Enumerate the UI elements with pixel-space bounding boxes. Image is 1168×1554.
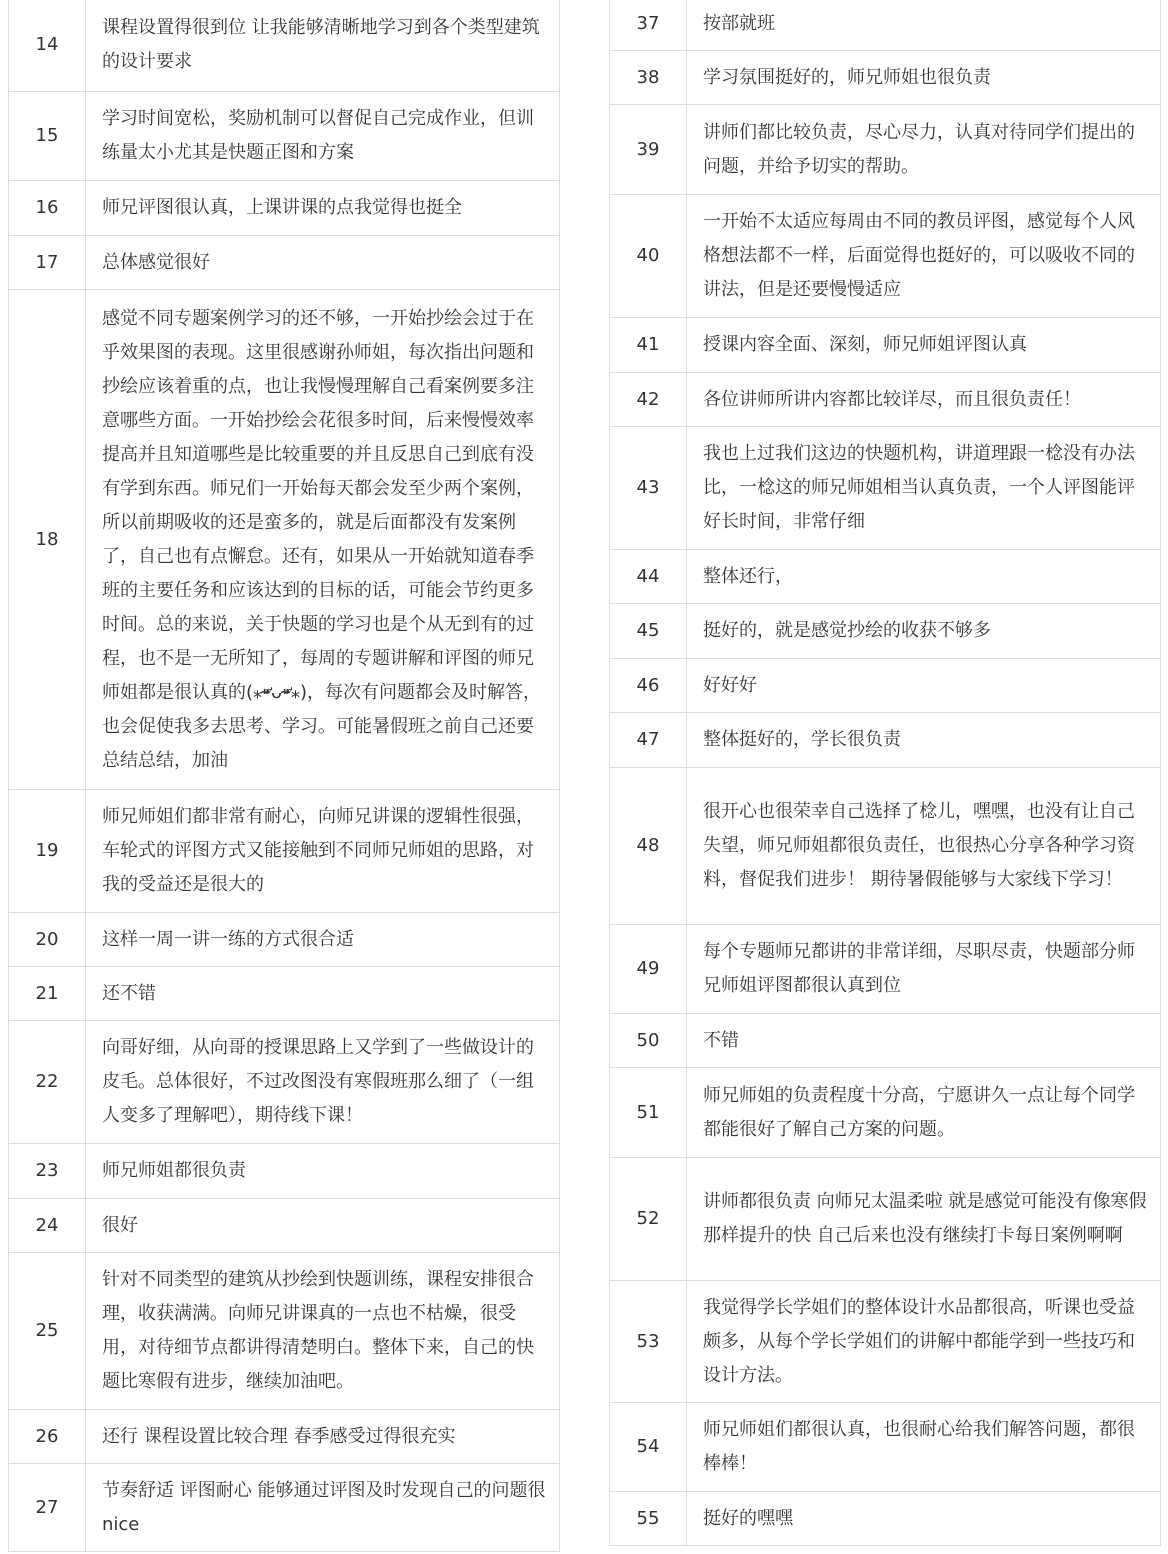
table-row <box>9 1021 560 1144</box>
table-row <box>9 1410 560 1464</box>
table-row <box>9 92 560 181</box>
row-comment: 我也上过我们这边的快题机构，讲道理跟一棯没有办法比，一棯这的师兄师姐相当认真负责，一个人评图能评好长时间，非常仔细 <box>687 427 1161 550</box>
row-number: 50 <box>610 1014 687 1068</box>
row-comment: 课程设置得很到位 让我能够清晰地学习到各个类型建筑的设计要求 <box>86 0 560 92</box>
row-comment: 整体挺好的，学长很负责 <box>687 713 1161 768</box>
row-number: 38 <box>610 51 687 105</box>
row-comment: 总体感觉很好 <box>86 236 560 290</box>
table-row <box>610 604 1161 659</box>
row-comment: 师兄师姐都很负责 <box>86 1144 560 1199</box>
row-comment: 挺好的，就是感觉抄绘的收获不够多 <box>687 604 1161 659</box>
row-comment: 师兄评图很认真，上课讲课的点我觉得也挺全 <box>86 181 560 236</box>
table-row <box>610 51 1161 105</box>
row-comment: 每个专题师兄都讲的非常详细，尽职尽责，快题部分师兄师姐评图都很认真到位 <box>687 925 1161 1014</box>
table-row <box>610 1403 1161 1492</box>
row-comment: 讲师都很负责 向师兄太温柔啦 就是感觉可能没有像寒假那样提升的快 自己后来也没有继续打卡每日案例啊啊 <box>687 1158 1161 1281</box>
row-number: 26 <box>9 1410 86 1464</box>
row-comment: 节奏舒适 评图耐心 能够通过评图及时发现自己的问题很nice <box>86 1464 560 1552</box>
row-comment: 讲师们都比较负责，尽心尽力，认真对待同学们提出的问题，并给予切实的帮助。 <box>687 105 1161 195</box>
row-number: 14 <box>9 0 86 92</box>
row-comment: 我觉得学长学姐们的整体设计水品都很高，听课也受益颇多，从每个学长学姐们的讲解中都能学到一些技巧和设计方法。 <box>687 1281 1161 1403</box>
row-number: 46 <box>610 659 687 713</box>
table-row <box>610 195 1161 318</box>
row-number: 16 <box>9 181 86 236</box>
table-row <box>610 713 1161 768</box>
table-row <box>9 1464 560 1552</box>
row-number: 22 <box>9 1021 86 1144</box>
table-row <box>610 1068 1161 1158</box>
table-row <box>9 290 560 790</box>
row-number: 19 <box>9 790 86 913</box>
table-row <box>9 967 560 1021</box>
row-comment: 一开始不太适应每周由不同的教员评图，感觉每个人风格想法都不一样，后面觉得也挺好的，可以吸收不同的讲法，但是还要慢慢适应 <box>687 195 1161 318</box>
row-comment: 很好 <box>86 1199 560 1253</box>
table-row <box>610 0 1161 51</box>
row-comment: 还不错 <box>86 967 560 1021</box>
row-comment: 很开心也很荣幸自己选择了棯儿，嘿嘿，也没有让自己失望，师兄师姐都很负责任，也很热心分享各种学习资料，督促我们进步！ 期待暑假能够与大家线下学习！ <box>687 768 1161 925</box>
feedback-table-right <box>609 0 1161 1546</box>
table-row <box>610 105 1161 195</box>
row-number: 41 <box>610 318 687 373</box>
row-comment: 学习时间宽松，奖励机制可以督促自己完成作业，但训练量太小尤其是快题正图和方案 <box>86 92 560 181</box>
table-row <box>610 373 1161 427</box>
table-row <box>9 0 560 92</box>
row-number: 24 <box>9 1199 86 1253</box>
row-number: 40 <box>610 195 687 318</box>
row-comment: 还行 课程设置比较合理 春季感受过得很充实 <box>86 1410 560 1464</box>
row-comment: 感觉不同专题案例学习的还不够，一开始抄绘会过于在乎效果图的表现。这里很感谢孙师姐，每次指出问题和抄绘应该着重的点，也让我慢慢理解自己看案例要多注意哪些方面。一开始抄绘会花很多时间，后来慢慢效率提高并且知道哪些是比较重要的并且反思自己到底有没有学到东西。师兄们一开始每天都会发至少两个案例，所以前期吸收的还是蛮多的，就是后面都没有发案例了，自己也有点懈怠。还有，如果从一开始就知道春季班的主要任务和应该达到的目标的话，可能会节约更多时间。总的来说，关于快题的学习也是个从无到有的过程，也不是一无所知了，每周的专题讲解和评图的师兄师姐都是很认真的(⁎⁍̴̛ᴗ⁍̴̛⁎)，每次有问题都会及时解答，也会促使我多去思考、学习。可能暑假班之前自己还要总结总结，加油 <box>86 290 560 790</box>
row-number: 42 <box>610 373 687 427</box>
row-number: 27 <box>9 1464 86 1552</box>
row-number: 18 <box>9 290 86 790</box>
row-number: 55 <box>610 1492 687 1546</box>
table-row <box>610 318 1161 373</box>
row-comment: 针对不同类型的建筑从抄绘到快题训练，课程安排很合理，收获满满。向师兄讲课真的一点也不枯燥，很受用，对待细节点都讲得清楚明白。整体下来，自己的快题比寒假有进步，继续加油吧。 <box>86 1253 560 1410</box>
row-number: 44 <box>610 550 687 604</box>
row-comment: 授课内容全面、深刻，师兄师姐评图认真 <box>687 318 1161 373</box>
row-number: 54 <box>610 1403 687 1492</box>
table-row <box>9 790 560 913</box>
row-comment: 整体还行， <box>687 550 1161 604</box>
row-comment: 各位讲师所讲内容都比较详尽，而且很负责任！ <box>687 373 1161 427</box>
row-number: 52 <box>610 1158 687 1281</box>
row-comment: 师兄师姐们都很认真，也很耐心给我们解答问题，都很棒棒！ <box>687 1403 1161 1492</box>
table-row <box>610 659 1161 713</box>
table-row <box>610 1014 1161 1068</box>
row-comment: 学习氛围挺好的，师兄师姐也很负责 <box>687 51 1161 105</box>
row-number: 47 <box>610 713 687 768</box>
row-number: 20 <box>9 913 86 967</box>
row-comment: 向哥好细，从向哥的授课思路上又学到了一些做设计的皮毛。总体很好，不过改图没有寒假班那么细了（一组人变多了理解吧），期待线下课！ <box>86 1021 560 1144</box>
table-row <box>610 427 1161 550</box>
row-number: 23 <box>9 1144 86 1199</box>
row-comment: 好好好 <box>687 659 1161 713</box>
row-number: 43 <box>610 427 687 550</box>
table-row <box>610 925 1161 1014</box>
row-number: 49 <box>610 925 687 1014</box>
row-number: 15 <box>9 92 86 181</box>
row-number: 37 <box>610 0 687 51</box>
row-number: 51 <box>610 1068 687 1158</box>
table-row <box>9 181 560 236</box>
table-row <box>9 1144 560 1199</box>
row-comment: 这样一周一讲一练的方式很合适 <box>86 913 560 967</box>
row-number: 39 <box>610 105 687 195</box>
row-number: 17 <box>9 236 86 290</box>
table-row <box>610 1492 1161 1546</box>
table-row <box>9 1199 560 1253</box>
row-number: 53 <box>610 1281 687 1403</box>
row-number: 25 <box>9 1253 86 1410</box>
feedback-table-left <box>8 0 560 1552</box>
row-number: 21 <box>9 967 86 1021</box>
table-row <box>610 1281 1161 1403</box>
row-comment: 挺好的嘿嘿 <box>687 1492 1161 1546</box>
table-row <box>610 768 1161 925</box>
row-number: 48 <box>610 768 687 925</box>
row-comment: 不错 <box>687 1014 1161 1068</box>
row-number: 45 <box>610 604 687 659</box>
table-row <box>610 1158 1161 1281</box>
row-comment: 按部就班 <box>687 0 1161 51</box>
table-row <box>9 236 560 290</box>
table-row <box>9 913 560 967</box>
table-row <box>610 550 1161 604</box>
row-comment: 师兄师姐们都非常有耐心，向师兄讲课的逻辑性很强，车轮式的评图方式又能接触到不同师兄师姐的思路，对我的受益还是很大的 <box>86 790 560 913</box>
row-comment: 师兄师姐的负责程度十分高，宁愿讲久一点让每个同学都能很好了解自己方案的问题。 <box>687 1068 1161 1158</box>
table-row <box>9 1253 560 1410</box>
